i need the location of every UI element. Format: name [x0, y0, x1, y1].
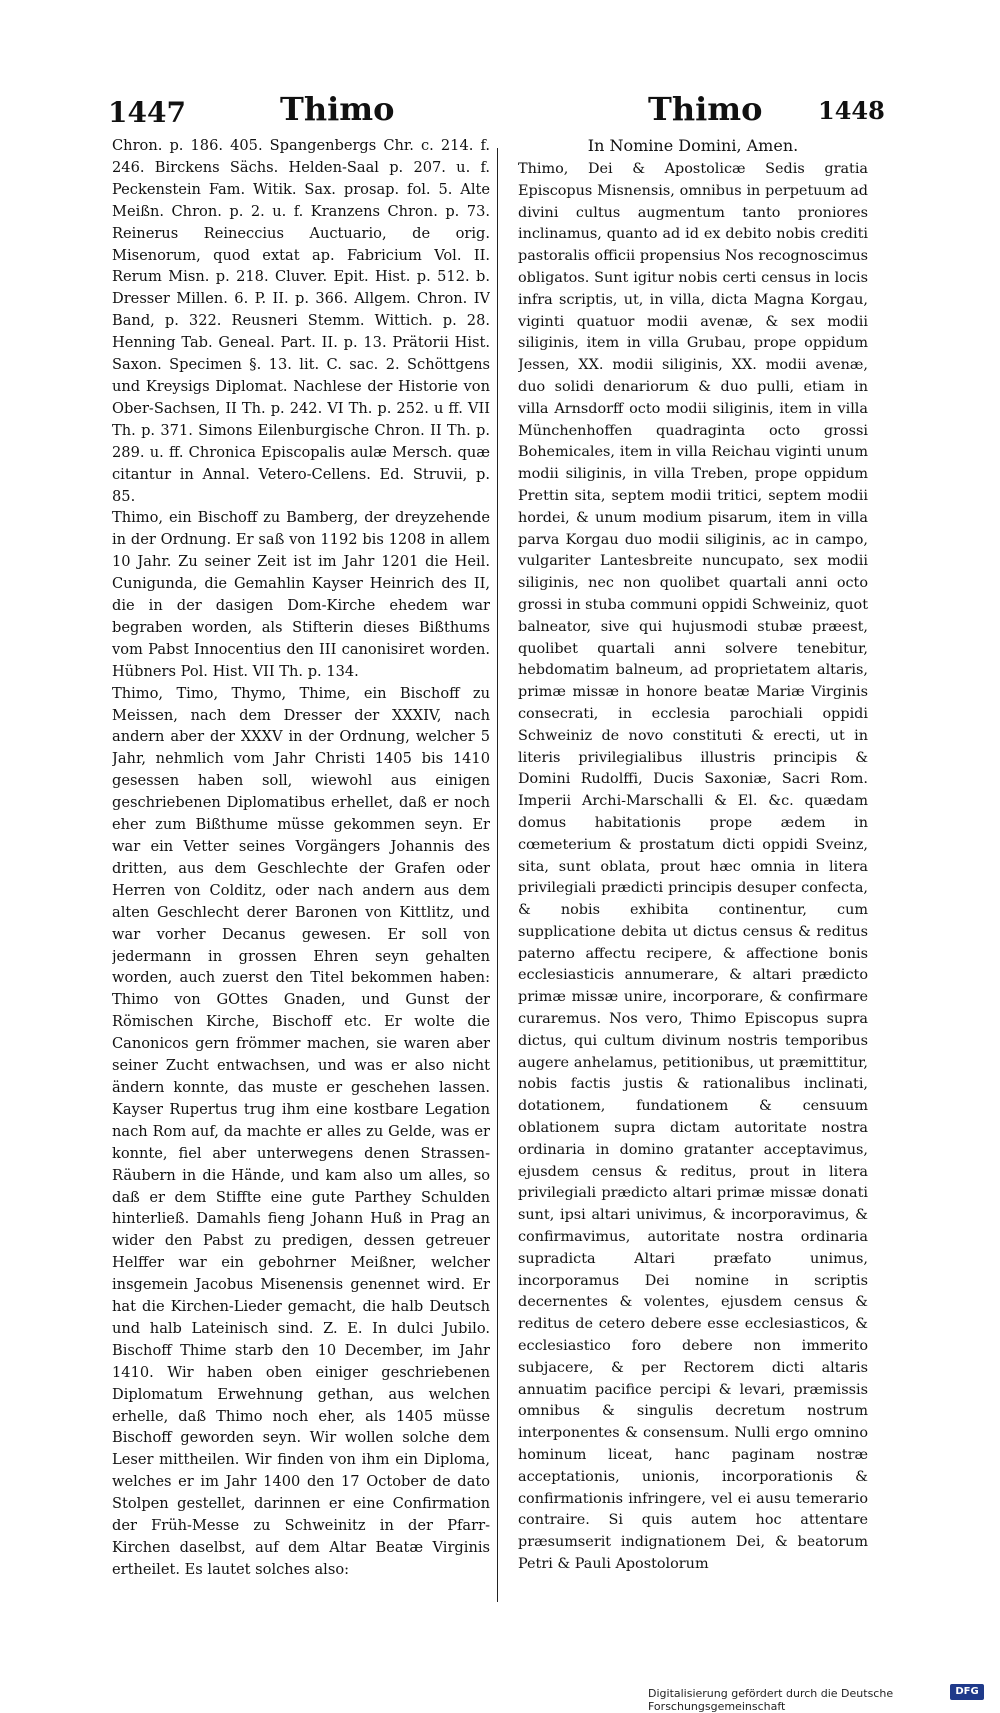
- charter-heading: In Nomine Domini, Amen.: [587, 136, 799, 155]
- charter-text: Thimo, Dei & Apostolicæ Sedis gratia Episcopus Misnensis, omnibus in perpetuum ad divini cultus augmentum tanto proniores inclinamus, quanto ad id ex debito nobis crediti pastoralis officii propensius Nos recognoscimus obligatos. Sunt igitur nobis certi census in locis infra scriptis, ut, in villa, dicta Magna Korgau, viginti quatuor modii avenæ, & sex modii siliginis, item in villa Grubau, prope oppidum Jessen, XX. modii siliginis, XX. modii avenæ, duo solidi denariorum & duo pulli, etiam in villa Arnsdorff octo modii siliginis, item in villa Münchenhoffen quadraginta octo grossi Bohemicales, item in villa Reichau viginti unum modii siliginis, in villa Treben, prope oppidum Prettin sita, septem modii tritici, septem modii hordei, & unum modium pisarum, item in villa parva Korgau duo modii siliginis, ac in campo, vulgariter Lantesbreite nuncupato, sex modii siliginis, nec non quolibet quartali anni octo grossi in stuba communi oppidi Schweiniz, quot balneator, sive qui hujusmodi stubæ præest, quolibet quartali anni solvere tenebitur, hebdomatim balneum, ad proprietatem altaris, primæ missæ in honore beatæ Mariæ Virginis consecrati, in ecclesia parochiali oppidi Schweiniz de novo constituti & erecti, ut in literis privilegialibus illustris principis & Domini Rudolffi, Ducis Saxoniæ, Sacri Rom. Imperii Archi-Marschalli & El. &c. quædam domus habitationis prope ædem in cœmeterium & prostatum dicti oppidi Sveinz, sita, sunt oblata, prout hæc omnia in litera privilegiali prædicti principis desuper confecta, & nobis exhibita continentur, cum supplicatione debita ut dictus census & reditus paterno affectu recipere, & affectione bonis ecclesiasticis annumerare, & altari prædicto primæ missæ unire, incorporare, & confirmare curaremus. Nos vero, Thimo Episcopus supra dictus, qui cultum divinum nostris temporibus augere anhelamus, petitionibus, ut præmittitur, nobis factis justis & rationalibus inclinati, dotationem, fundationem & censuum oblationem supra dictam autoritate nostra ordinaria in domino gratanter acceptavimus, ejusdem census & reditus, prout in litera privilegiali prædicto altari primæ missæ donati sunt, ipsi altari univimus, & incorporavimus, & confirmavimus, autoritate nostra ordinaria supradicta Altari præfato unimus, incorporamus Dei nomine in scriptis decernentes & volentes, ejusdem census & reditus de cetero debere esse ecclesiasticos, & ecclesiastico foro debere non immerito subjacere, & per Rectorem dicti altaris annuatim pacifice percipi & levari, præmissis omnibus & singulis decretum nostrum interponentes & consensum. Nulli ergo omnino hominum liceat, hanc paginam nostræ acceptationis, unionis, incorporationis & confirmationis infringere, vel ei ausu temerario contraire. Si quis autem hoc attentare præsumserit indignationem Dei, & beatorum Petri & Pauli Apostolorum: [518, 161, 868, 1572]
- bibliography-paragraph: Chron. p. 186. 405. Spangenbergs Chr. c. 214. f. 246. Birckens Sächs. Helden-Saal p. 207. u. f. Peckenstein Fam. Witik. Sax. prosap. fol. 5. Alte Meißn. Chron. p. 2. u. f. Kranzens Chron. p. 73. Reinerus Reineccius Auctuario, de orig. Misenorum, quod extat ap. Fabricium Vol. II. Rerum Misn. p. 218. Cluver. Epit. Hist. p. 512. b. Dresser Millen. 6. P. II. p. 366. Allgem. Chron. IV Band, p. 322. Reusneri Stemm. Wittich. p. 28. Henning Tab. Geneal. Part. II. p. 13. Prätorii Hist. Saxon. Specimen §. 13. lit. C. sac. 2. Schöttgens und Kreysigs Diplomat. Nachlese der Historie von Ober-Sachsen, II Th. p. 242. VI Th. p. 252. u ff. VII Th. p. 371. Simons Eilenburgische Chron. II Th. p. 289. u. ff. Chronica Episcopalis aulæ Mersch. quæ citantur in Annal. Vetero-Cellens. Ed. Struvii, p. 85.: [112, 137, 490, 505]
- dfg-logo: DFG: [950, 1684, 984, 1700]
- column-divider: [497, 148, 498, 1602]
- left-running-head: Thimo: [280, 90, 395, 128]
- right-running-head: Thimo: [648, 90, 763, 128]
- right-page-number: 1448: [818, 96, 885, 125]
- right-column: [518, 135, 868, 1625]
- entry-thimo-bamberg: Thimo, ein Bischoff zu Bamberg, der dreyzehende in der Ordnung. Er saß von 1192 bis 1208 in allem 10 Jahr. Zu seiner Zeit ist im Jahr 1201 die Heil. Cunigunda, die Gemahlin Kayser Heinrich des II, die in der dasigen Dom-Kirche ehedem war begraben worden, als Stifterin dieses Bißthums vom Pabst Innocentius den III canonisiret worden. Hübners Pol. Hist. VII Th. p. 134.: [112, 509, 490, 680]
- left-column: [112, 135, 490, 1625]
- digitization-footer: Digitalisierung gefördert durch die Deutsche Forschungsgemeinschaft: [648, 1687, 894, 1713]
- left-page-number: 1447: [108, 96, 186, 129]
- entry-thimo-meissen: Thimo, Timo, Thymo, Thime, ein Bischoff zu Meissen, nach dem Dresser der XXXIV, nach andern aber der XXXV in der Ordnung, welcher 5 Jahr, nehmlich vom Jahr Christi 1405 bis 1410 gesessen haben soll, wiewohl aus einigen geschriebenen Diplomatibus erhellet, daß er noch eher zum Bißthume müsse gekommen seyn. Er war ein Vetter seines Vorgängers Johannis des dritten, aus dem Geschlechte der Grafen oder Herren von Colditz, oder nach andern aus dem alten Geschlecht derer Baronen von Kittlitz, und war vorher Decanus gewesen. Er soll von jedermann in grossen Ehren seyn gehalten worden, auch zuerst den Titel bekommen haben: Thimo von GOttes Gnaden, und Gunst der Römischen Kirche, Bischoff etc. Er wolte die Canonicos gern frömmer machen, sie waren aber seiner Zucht entwachsen, und was er also nicht ändern konnte, das muste er geschehen lassen. Kayser Rupertus trug ihm eine kostbare Legation nach Rom auf, da machte er alles zu Gelde, was er konnte, fiel aber unterwegens denen Strassen-Räubern in die Hände, und kam also um alles, so daß er dem Stiffte eine gute Parthey Schulden hinterließ. Damahls fieng Johann Huß in Prag an wider den Pabst zu predigen, dessen getreuer Helffer war ein gebohrner Meißner, welcher insgemein Jacobus Misenensis genennet wird. Er hat die Kirchen-Lieder gemacht, die halb Deutsch und halb Lateinisch sind. Z. E. In dulci Jubilo. Bischoff Thime starb den 10 December, im Jahr 1410. Wir haben oben einiger geschriebenen Diplomatum Erwehnung gethan, aus welchen erhelle, daß Thimo noch eher, als 1405 müsse Bischoff geworden seyn. Wir wollen solche dem Leser mittheilen. Wir finden von ihm ein Diploma, welches er im Jahr 1400 den 17 October de dato Stolpen gestellet, darinnen er eine Confirmation der Früh-Messe zu Schweinitz in der Pfarr-Kirchen daselbst, auf dem Altar Beatæ Virginis ertheilet. Es lautet solches also:: [112, 684, 490, 1578]
